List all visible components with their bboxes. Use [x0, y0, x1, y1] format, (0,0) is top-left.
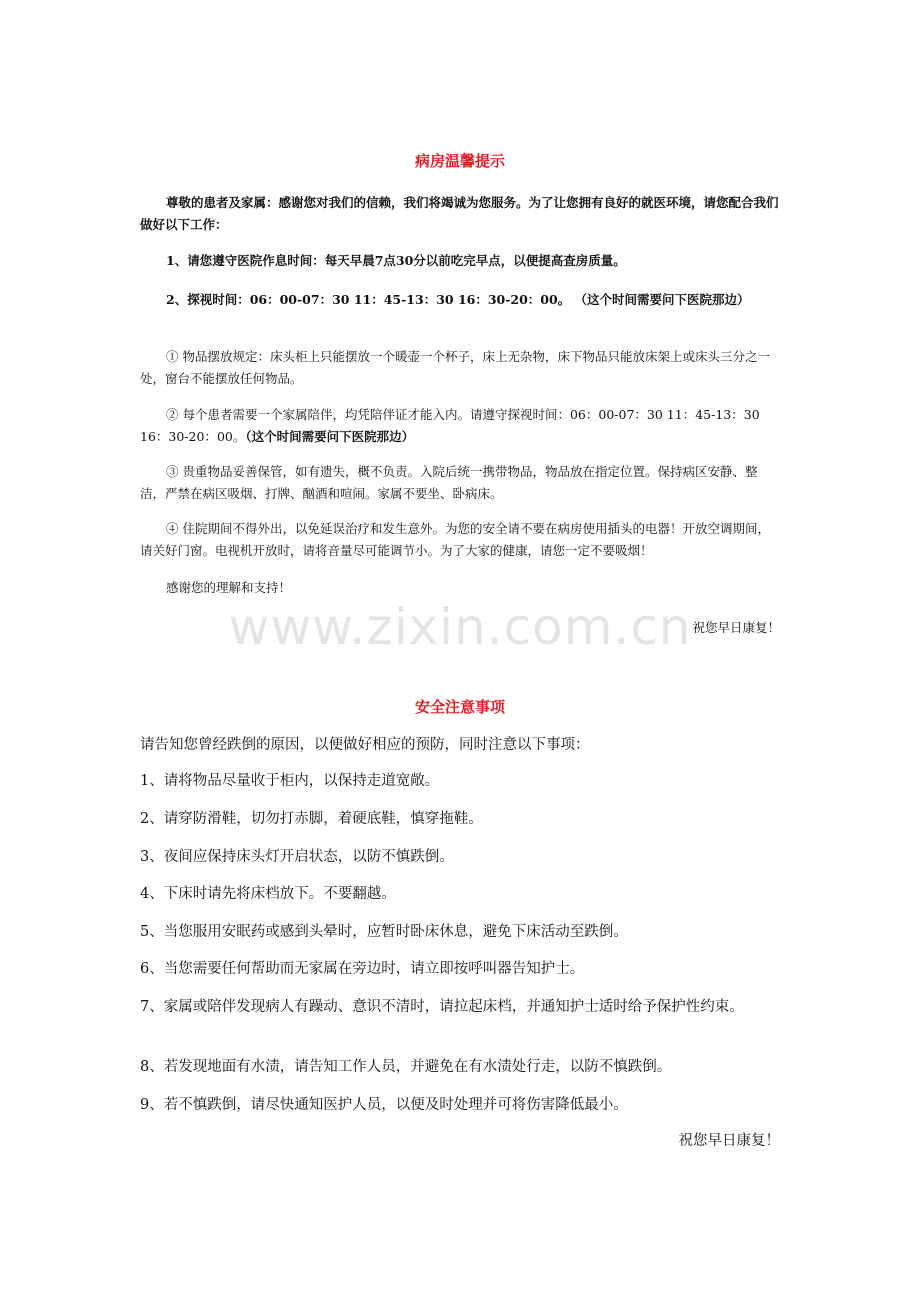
circle-item-1: ① 物品摆放规定：床头柜上只能摆放一个暖壶一个杯子，床上无杂物，床下物品只能放床架上或床头三分之一处，窗台不能摆放任何物品。 — [140, 349, 770, 386]
safety-item: 8、若发现地面有水渍，请告知工作人员，并避免在有水渍处行走，以防不慎跌倒。 — [140, 1059, 672, 1075]
safety-item: 3、夜间应保持床头灯开启状态，以防不慎跌倒。 — [140, 849, 454, 865]
watermark: www.zixin.com.cn — [228, 598, 692, 656]
greeting-paragraph: 尊敬的患者及家属：感谢您对我们的信赖，我们将竭诚为您服务。为了让您拥有良好的就医环境，请您配合我们做好以下工作： — [140, 195, 779, 232]
circle-item-4: ④ 住院期间不得外出，以免延误治疗和发生意外。为您的安全请不要在病房使用插头的电器！开放空调期间，请关好门窗。电视机开放时，请将音量尽可能调节小。为了大家的健康，请您一定不要吸烟！ — [140, 521, 770, 558]
rule-item-1: 1、请您遵守医院作息时间：每天早晨7点30分以前吃完早点，以便提高查房质量。 — [166, 253, 626, 268]
safety-item: 4、下床时请先将床档放下。不要翻越。 — [140, 886, 396, 902]
safety-item: 5、当您服用安眠药或感到头晕时，应暂时卧床休息，避免下床活动至跌倒。 — [140, 924, 628, 940]
circle-item-2-text: ② 每个患者需要一个家属陪伴，均凭陪伴证才能入内。请遵守探视时间：06：00-07：30 11：45-13：30 16：30-20：00。 — [140, 407, 760, 444]
safety-item: 2、请穿防滑鞋，切勿打赤脚，着硬底鞋，慎穿拖鞋。 — [140, 811, 483, 827]
circle-item-3: ③ 贵重物品妥善保管，如有遗失，概不负责。入院后统一携带物品，物品放在指定位置。保持病区安静、整洁，严禁在病区吸烟、打牌、酗酒和喧闹。家属不要坐、卧病床。 — [140, 464, 758, 501]
section1-title: 病房温馨提示 — [414, 152, 505, 170]
rule-item-2: 2、探视时间：06：00-07：30 11：45-13：30 16：30-20：00。 （这个时间需要问下医院那边） — [166, 292, 750, 307]
thanks-text: 感谢您的理解和支持！ — [166, 580, 292, 595]
safety-item: 6、当您需要任何帮助而无家属在旁边时，请立即按呼叫器告知护士。 — [140, 961, 585, 977]
circle-item-2-note: （这个时间需要问下医院那边） — [245, 429, 415, 444]
section2-wish: 祝您早日康复！ — [678, 1133, 780, 1149]
safety-item: 9、若不慎跌倒，请尽快通知医护人员，以便及时处理并可将伤害降低最小。 — [140, 1097, 628, 1113]
safety-item: 7、家属或陪伴发现病人有躁动、意识不清时，请拉起床档，并通知护士适时给予保护性约束。 — [140, 999, 744, 1015]
section2-title: 安全注意事项 — [414, 698, 505, 716]
safety-item: 1、请将物品尽量收于柜内，以保持走道宽敞。 — [140, 773, 440, 789]
circle-item-2 — [140, 404, 780, 448]
section1-wish: 祝您早日康复！ — [692, 620, 780, 635]
safety-intro: 请告知您曾经跌倒的原因，以便做好相应的预防，同时注意以下事项： — [140, 737, 590, 753]
